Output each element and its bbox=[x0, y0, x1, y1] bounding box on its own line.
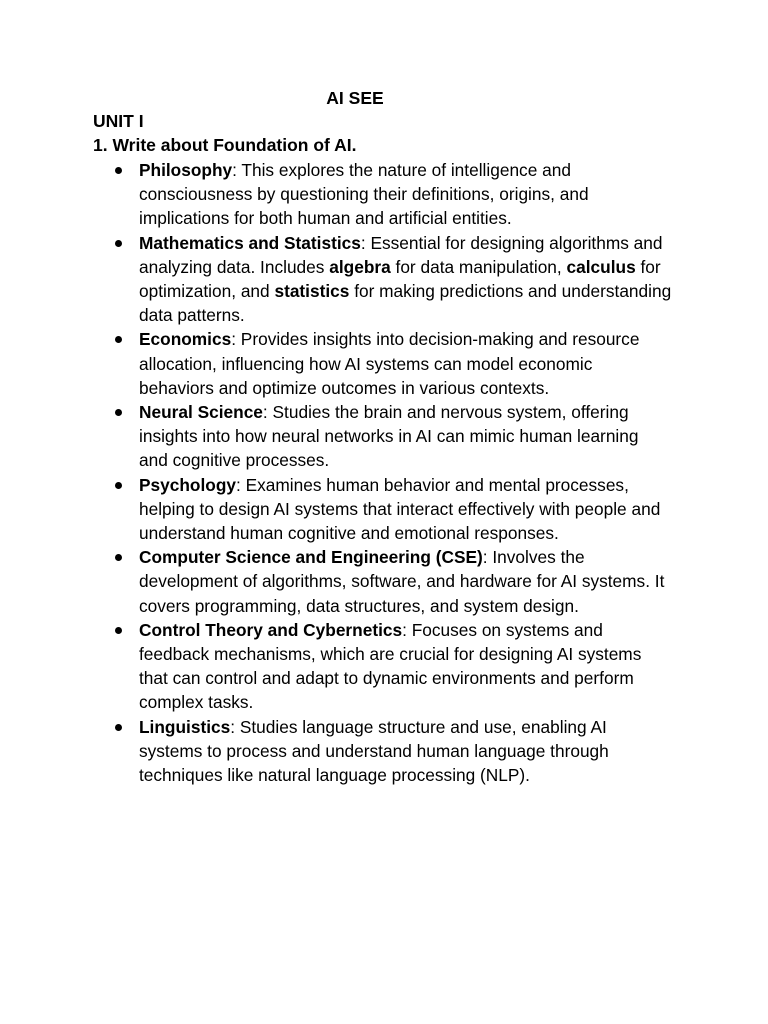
question-heading: 1. Write about Foundation of AI. bbox=[93, 135, 357, 155]
term-label: Computer Science and Engineering (CSE) bbox=[139, 547, 483, 568]
bullet-icon bbox=[115, 554, 122, 561]
item-text: : Focuses on systems and feedback mechanisms, which are crucial for designing AI systems that can control and adapt to dynamic environments and perform complex tasks. bbox=[139, 619, 642, 713]
term-label: Psychology bbox=[139, 474, 236, 495]
item-text: for optimization, and bbox=[139, 256, 661, 302]
term-label: Linguistics bbox=[139, 716, 231, 737]
item-text: : Examines human behavior and mental processes, helping to design AI systems that interact effectively with people and understand human cognitive and emotional responses. bbox=[139, 474, 661, 544]
list-item bbox=[112, 473, 672, 546]
item-text: : Studies the brain and nervous system, offering insights into how neural networks in AI can mimic human learning and cognitive processes. bbox=[139, 402, 639, 471]
keyword: statistics bbox=[274, 281, 350, 302]
item-text: : Studies language structure and use, enabling AI systems to process and understand human language through techniques like natural language processing (NLP). bbox=[139, 716, 609, 786]
bullet-icon bbox=[115, 409, 122, 416]
keyword: algebra bbox=[329, 256, 391, 277]
unit-heading: UNIT I bbox=[93, 111, 144, 131]
list-item bbox=[112, 158, 672, 231]
bullet-icon bbox=[115, 627, 122, 634]
bullet-icon bbox=[115, 482, 122, 489]
bullet-icon bbox=[115, 336, 122, 343]
bullet-icon bbox=[115, 724, 122, 731]
item-text: : Involves the development of algorithms, software, and hardware for AI systems. It covers programming, data structures, and system design. bbox=[139, 547, 665, 616]
term-label: Mathematics and Statistics bbox=[139, 232, 361, 253]
term-label: Control Theory and Cybernetics bbox=[139, 619, 403, 640]
item-text: : This explores the nature of intelligence and consciousness by questioning their definitions, origins, and implications for both human and artificial entities. bbox=[139, 160, 589, 229]
document-title: AI SEE bbox=[326, 88, 384, 108]
list-item bbox=[112, 618, 672, 715]
term-label: Economics bbox=[139, 329, 232, 350]
item-text: for making predictions and understanding data patterns. bbox=[139, 281, 672, 326]
list-item bbox=[112, 400, 672, 473]
term-label: Philosophy bbox=[139, 160, 233, 180]
foundation-list bbox=[112, 158, 672, 787]
item-text: for data manipulation, bbox=[390, 256, 567, 277]
list-item bbox=[112, 231, 672, 328]
bullet-icon bbox=[115, 240, 122, 247]
list-item bbox=[112, 715, 672, 788]
list-item bbox=[112, 545, 672, 618]
item-text: : Essential for designing algorithms and analyzing data. Includes bbox=[139, 232, 663, 277]
keyword: calculus bbox=[566, 256, 636, 277]
item-text: : Provides insights into decision-making and resource allocation, influencing how AI systems can model economic behaviors and optimize outcomes in various contexts. bbox=[139, 329, 640, 398]
term-label: Neural Science bbox=[139, 402, 263, 423]
list-item bbox=[112, 327, 672, 400]
bullet-icon bbox=[115, 167, 122, 174]
